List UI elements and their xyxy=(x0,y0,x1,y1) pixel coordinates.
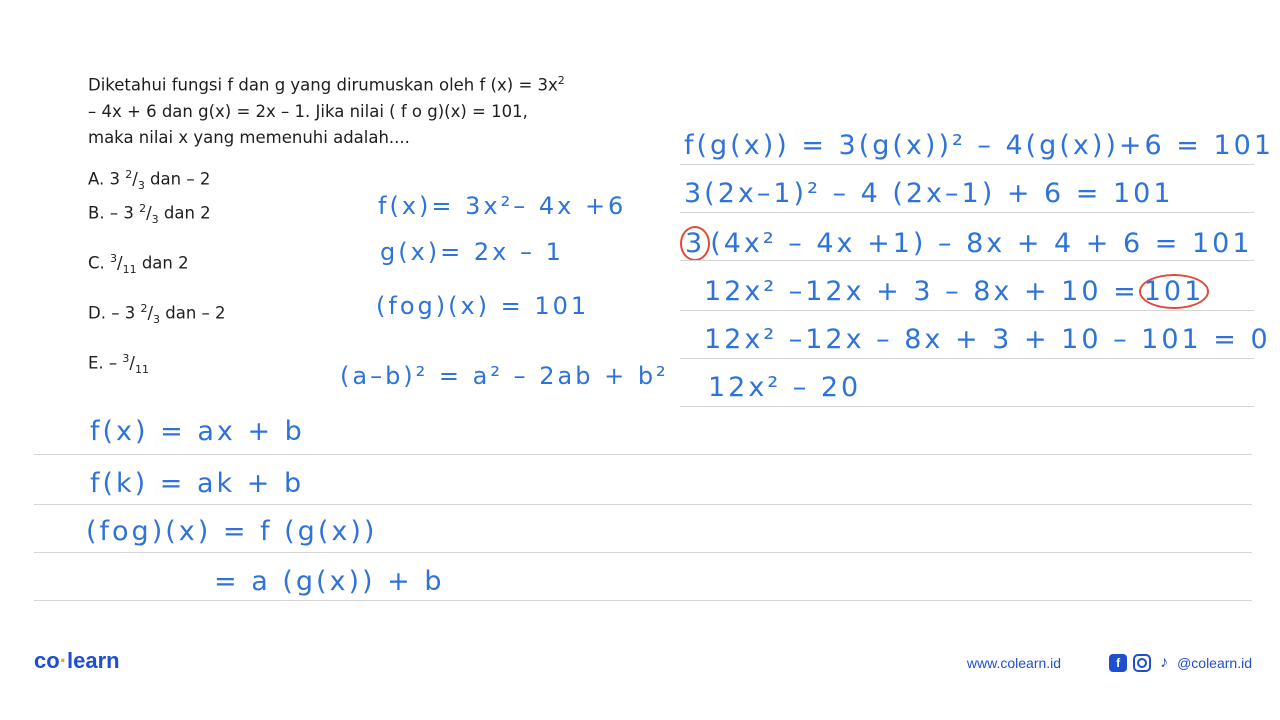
question-exponent: 2 xyxy=(557,74,565,87)
instagram-icon[interactable] xyxy=(1133,654,1151,672)
hw-composition: (fog)(x) = f (g(x)) xyxy=(86,516,378,547)
hw-step-5: 12x² –12x – 8x + 3 + 10 – 101 = 0 xyxy=(704,324,1271,355)
rule-line xyxy=(680,212,1254,213)
facebook-icon[interactable]: f xyxy=(1109,654,1127,672)
colearn-logo: co·learn xyxy=(34,648,120,673)
option-d: D. – 3 $^2/_3$ dan – 2 xyxy=(88,302,226,326)
circled-101: 101 xyxy=(1139,274,1210,309)
hw-linear-fk: f(k) = ak + b xyxy=(90,468,305,499)
rule-line xyxy=(680,260,1254,261)
rule-line xyxy=(34,600,1252,601)
rule-line xyxy=(680,164,1254,165)
hw-step-3: 3 (4x² – 4x +1) – 8x + 4 + 6 = 101 xyxy=(680,226,1253,261)
hw-step-4: 12x² –12x + 3 – 8x + 10 = 101 xyxy=(704,274,1209,309)
hw-linear-fx: f(x) = ax + b xyxy=(90,416,305,447)
hw-gx-definition: g(x)= 2x – 1 xyxy=(380,238,564,266)
tiktok-icon[interactable]: ♪ xyxy=(1160,654,1169,671)
rule-line xyxy=(680,358,1254,359)
circled-three: 3 xyxy=(680,226,710,261)
social-handle: @colearn.id xyxy=(1177,655,1252,671)
footer-social xyxy=(967,654,1252,672)
option-c: C. $^3/_{11}$ dan 2 xyxy=(88,252,189,276)
hw-fx-definition: f(x)= 3x²– 4x +6 xyxy=(378,192,627,220)
question-line-1: Diketahui fungsi f dan g yang dirumuskan oleh f (x) = 3x xyxy=(88,75,558,95)
website-link[interactable]: www.colearn.id xyxy=(966,655,1062,671)
rule-line xyxy=(680,310,1254,311)
option-a: A. 3 $^2/_3$ dan – 2 xyxy=(88,168,211,192)
option-e: E. – $^3/_{11}$ xyxy=(88,352,149,376)
hw-step-6: 12x² – 20 xyxy=(708,372,862,403)
hw-step-1: f(g(x)) = 3(g(x))² – 4(g(x))+6 = 101 xyxy=(684,130,1275,161)
hw-square-identity: (a–b)² = a² – 2ab + b² xyxy=(340,362,669,390)
hw-step-2: 3(2x–1)² – 4 (2x–1) + 6 = 101 xyxy=(684,178,1174,209)
hw-composition-result: = a (g(x)) + b xyxy=(214,566,445,597)
option-b: B. – 3 $^2/_3$ dan 2 xyxy=(88,202,211,226)
rule-line xyxy=(680,406,1254,407)
question-text xyxy=(88,68,608,151)
rule-line xyxy=(34,504,1252,505)
hw-fog-equation: (fog)(x) = 101 xyxy=(376,292,590,320)
rule-line xyxy=(34,552,1252,553)
question-line-3: maka nilai x yang memenuhi adalah.... xyxy=(88,127,410,147)
question-line-2: – 4x + 6 dan g(x) = 2x – 1. Jika nilai ( f o g)(x) = 101, xyxy=(88,101,528,121)
rule-line xyxy=(34,454,1252,455)
